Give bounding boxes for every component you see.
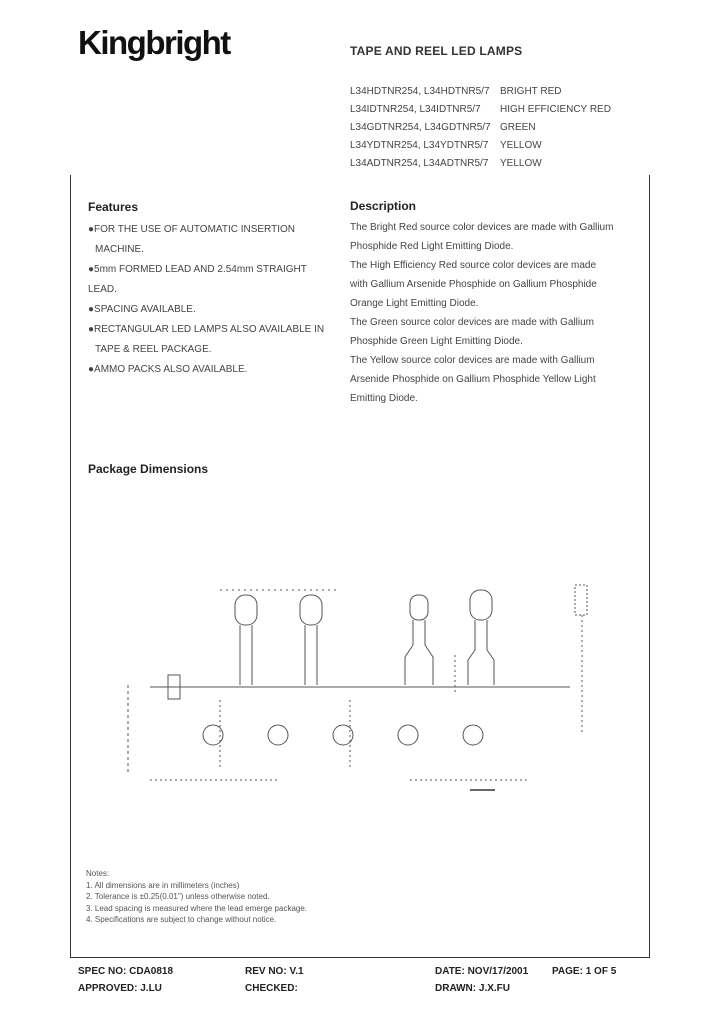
page-number: PAGE: 1 OF 5 xyxy=(552,966,617,977)
feature-item: MACHINE. xyxy=(95,244,144,255)
note-item: 2. Tolerance is ±0.25(0.01") unless otherwise noted. xyxy=(86,892,270,901)
part-number-table xyxy=(350,83,611,173)
led-body-outline xyxy=(470,590,492,620)
package-dimensions-heading: Package Dimensions xyxy=(88,462,209,476)
sprocket-hole xyxy=(398,725,418,745)
feature-item: ●SPACING AVAILABLE. xyxy=(88,304,196,315)
part-numbers: L34IDTNR254, L34IDTNR5/7 xyxy=(350,104,481,115)
description-line: The High Efficiency Red source color devices are made xyxy=(350,260,597,271)
drawn-by: DRAWN: J.X.FU xyxy=(435,983,510,994)
document-title: TAPE AND REEL LED LAMPS xyxy=(350,44,523,58)
description-line: The Green source color devices are made with Gallium xyxy=(350,317,594,328)
part-number-row xyxy=(350,119,611,137)
document-date: DATE: NOV/17/2001 xyxy=(435,966,529,977)
feature-item: ●FOR THE USE OF AUTOMATIC INSERTION xyxy=(88,224,295,235)
description-text xyxy=(350,218,630,408)
description-line: The Yellow source color devices are made with Gallium xyxy=(350,355,595,366)
description-line: The Bright Red source color devices are made with Gallium xyxy=(350,222,614,233)
feature-item: TAPE & REEL PACKAGE. xyxy=(95,344,212,355)
led-body-outline xyxy=(235,595,257,625)
brand-logo: Kingbright xyxy=(78,24,230,61)
description-line: Emitting Diode. xyxy=(350,393,418,404)
emitted-color: HIGH EFFICIENCY RED xyxy=(500,104,611,115)
feature-item: ●AMMO PACKS ALSO AVAILABLE. xyxy=(88,364,248,375)
note-item: 4. Specifications are subject to change without notice. xyxy=(86,915,277,924)
package-dimension-drawing xyxy=(110,535,600,815)
led-body-outline xyxy=(300,595,322,625)
notes-heading: Notes: xyxy=(86,869,110,878)
description-line: with Gallium Arsenide Phosphide on Gallium Phosphide xyxy=(350,279,597,290)
description-line: Phosphide Red Light Emitting Diode. xyxy=(350,241,514,252)
part-numbers: L34ADTNR254, L34ADTNR5/7 xyxy=(350,158,489,169)
part-number-row xyxy=(350,101,611,119)
revision-number: REV NO: V.1 xyxy=(245,966,304,977)
feature-item: ●RECTANGULAR LED LAMPS ALSO AVAILABLE IN xyxy=(88,324,325,335)
part-number-row xyxy=(350,83,611,101)
note-item: 3. Lead spacing is measured where the lead emerge package. xyxy=(86,903,308,913)
part-numbers: L34HDTNR254, L34HDTNR5/7 xyxy=(350,86,490,97)
note-item: 1. All dimensions are in millimeters (inches) xyxy=(86,880,240,890)
part-number-row xyxy=(350,155,611,173)
spec-number: SPEC NO: CDA0818 xyxy=(78,966,174,977)
notes-block xyxy=(86,868,307,926)
approved-by: APPROVED: J.LU xyxy=(78,983,162,994)
emitted-color: BRIGHT RED xyxy=(500,86,562,97)
part-numbers: L34GDTNR254, L34GDTNR5/7 xyxy=(350,122,491,133)
part-number-row xyxy=(350,137,611,155)
checked-by: CHECKED: xyxy=(245,983,298,994)
sprocket-hole xyxy=(268,725,288,745)
emitted-color: GREEN xyxy=(500,122,536,133)
features-list xyxy=(88,220,338,380)
description-line: Arsenide Phosphide on Gallium Phosphide Yellow Light xyxy=(350,374,596,385)
features-heading: Features xyxy=(88,200,139,214)
led-body-outline xyxy=(410,595,428,620)
description-line: Phosphide Green Light Emitting Diode. xyxy=(350,336,523,347)
part-numbers: L34YDTNR254, L34YDTNR5/7 xyxy=(350,140,489,151)
description-heading: Description xyxy=(350,199,417,213)
description-line: Orange Light Emitting Diode. xyxy=(350,298,479,309)
feature-item: ●5mm FORMED LEAD AND 2.54mm STRAIGHT LEAD. xyxy=(88,264,307,295)
sprocket-hole xyxy=(463,725,483,745)
emitted-color: YELLOW xyxy=(500,158,542,169)
emitted-color: YELLOW xyxy=(500,140,542,151)
